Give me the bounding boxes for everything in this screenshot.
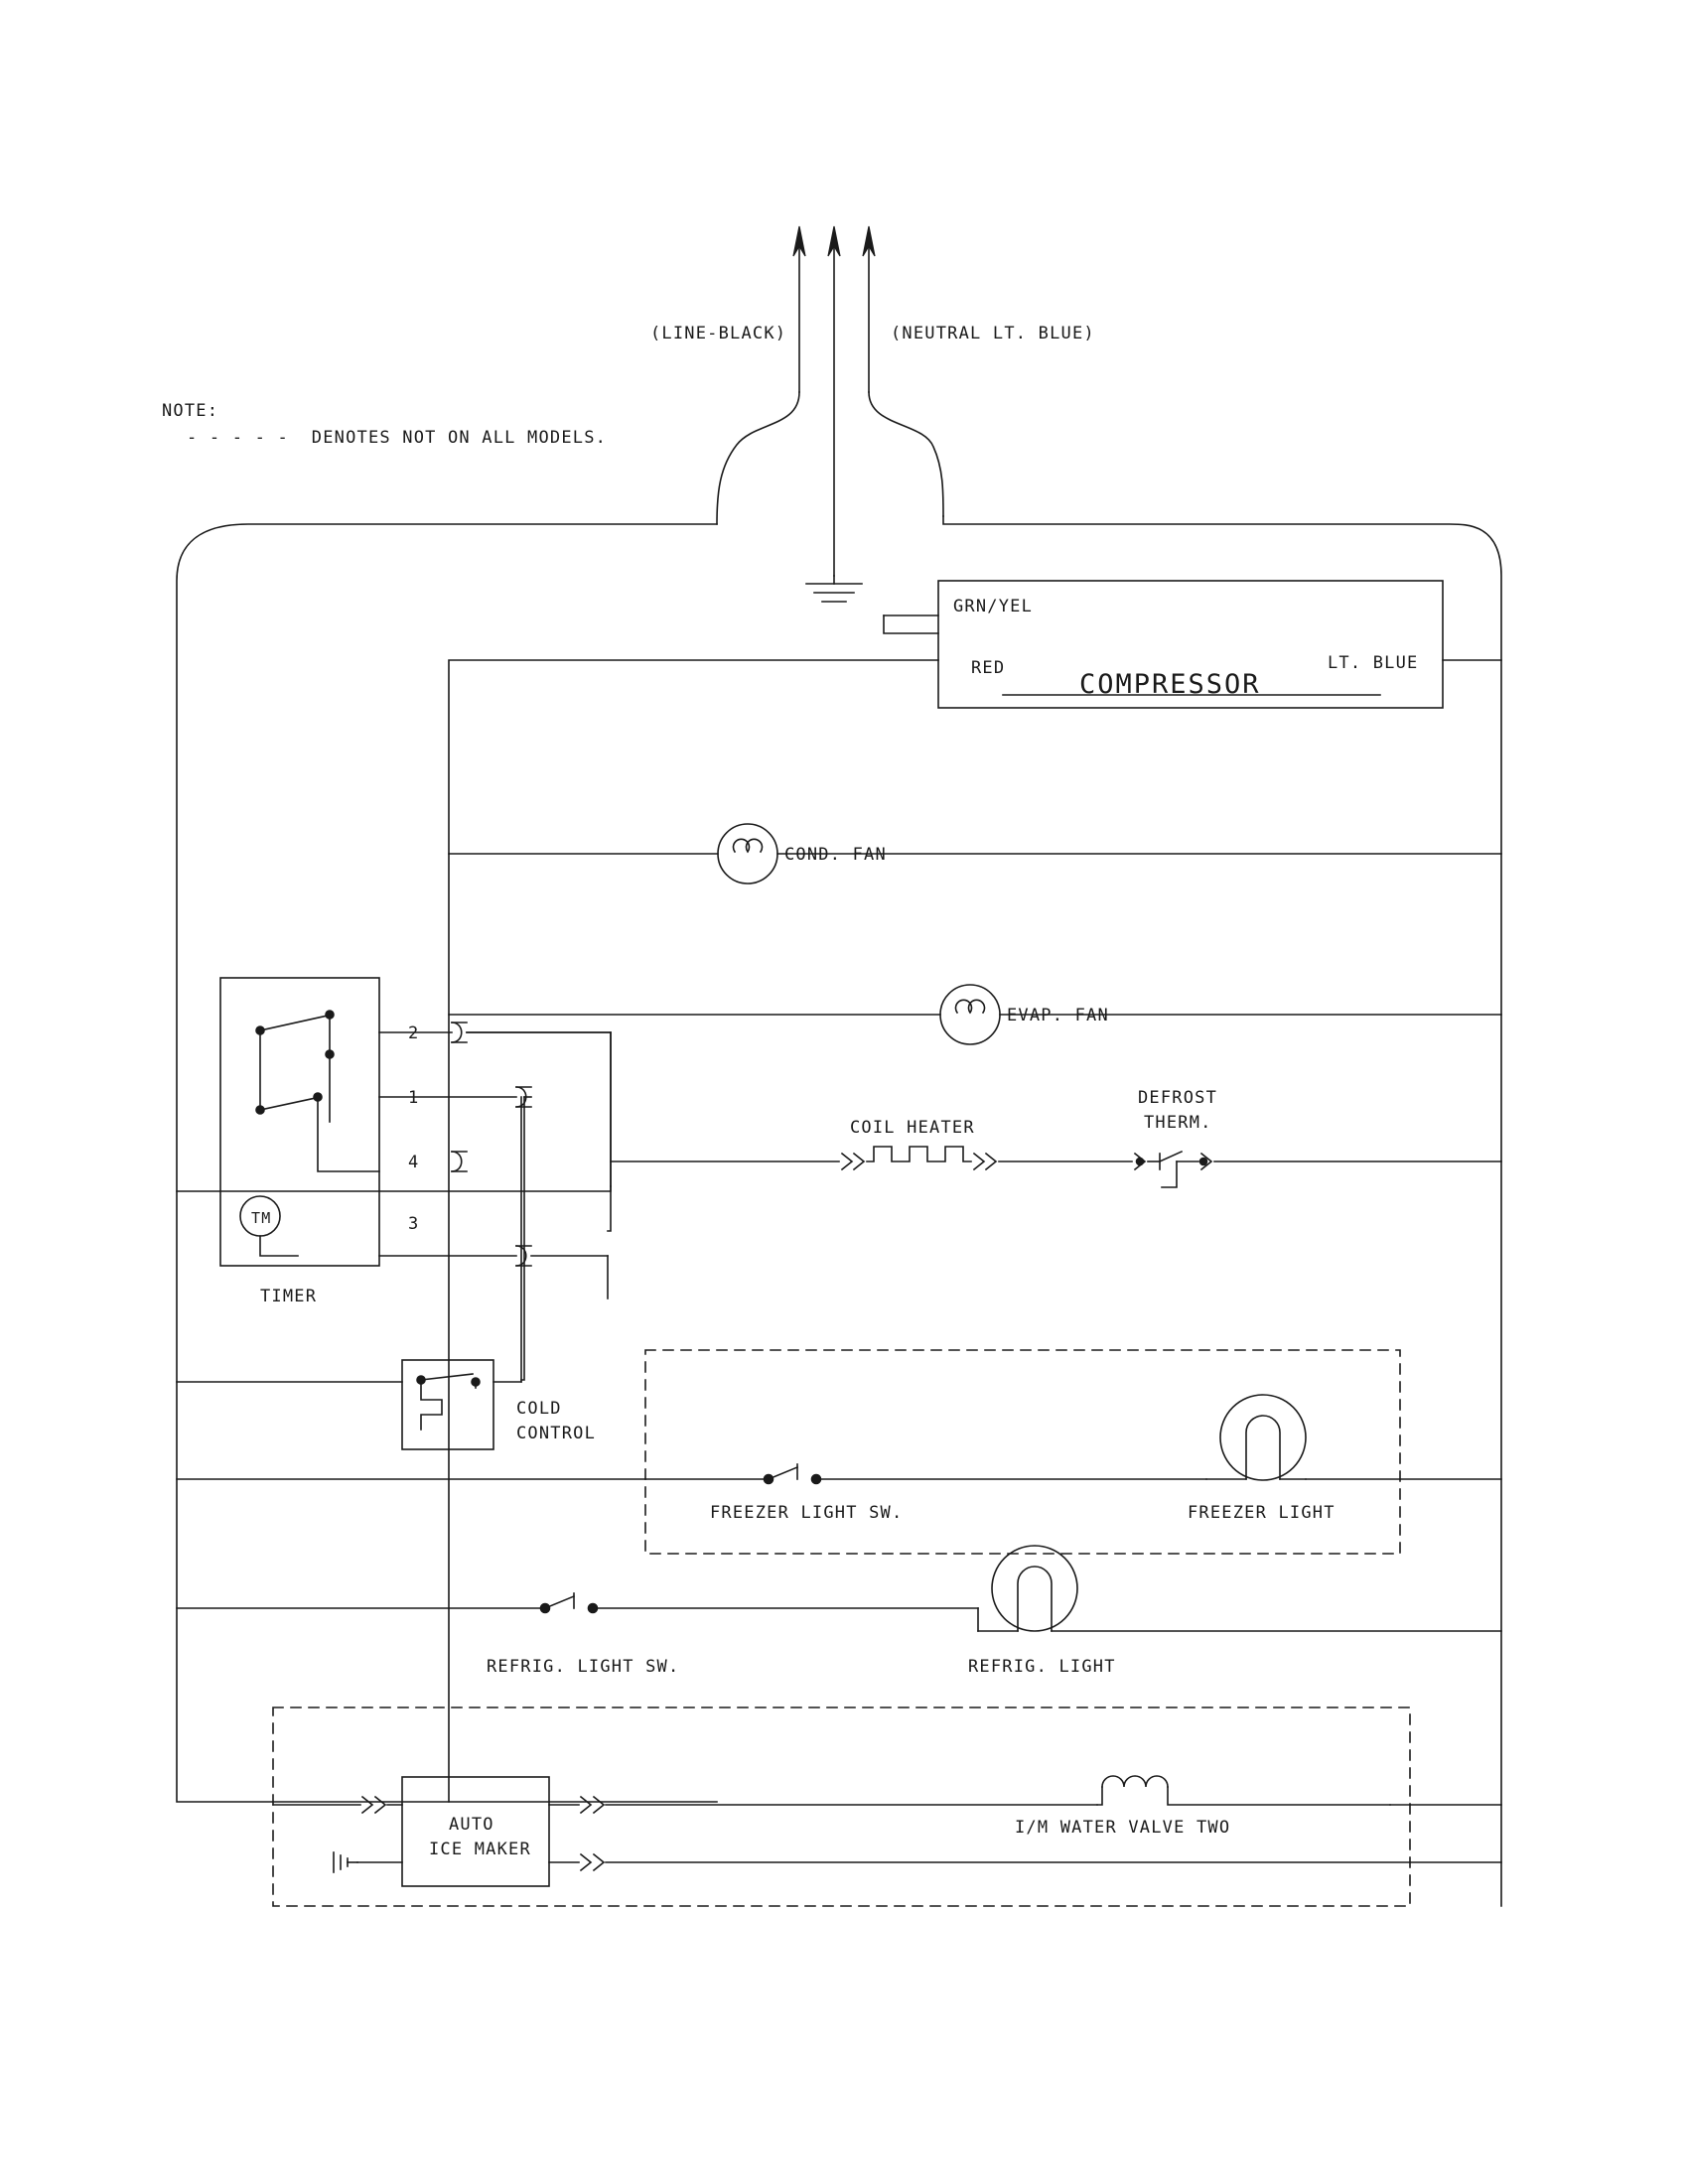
compressor-label: COMPRESSOR xyxy=(1079,669,1261,700)
timer-terminal-2: 2 xyxy=(408,1024,420,1043)
defrost-therm-label-1: DEFROST xyxy=(1138,1088,1218,1108)
timer-terminal-1: 1 xyxy=(408,1088,420,1108)
refrig-light-switch-label: REFRIG. LIGHT SW. xyxy=(487,1657,680,1677)
freezer-light-switch-label: FREEZER LIGHT SW. xyxy=(710,1503,904,1523)
freezer-light-circuit xyxy=(177,1395,1501,1484)
line-black-label: (LINE-BLACK) xyxy=(650,324,787,343)
neutral-label: (NEUTRAL LT. BLUE) xyxy=(891,324,1095,343)
cold-control-label-2: CONTROL xyxy=(516,1424,597,1443)
timer-terminal-3: 3 xyxy=(408,1214,420,1234)
timer-terminals xyxy=(452,1023,531,1266)
supply-leads xyxy=(793,226,875,576)
auto-ice-maker-label-1: AUTO xyxy=(449,1815,494,1835)
note-text: - - - - - DENOTES NOT ON ALL MODELS. xyxy=(187,428,608,448)
compressor-red-label: RED xyxy=(971,658,1006,678)
timer-label: TIMER xyxy=(260,1287,318,1306)
cond-fan-circuit xyxy=(449,824,1501,884)
ice-maker-dashed-box xyxy=(273,1707,1410,1906)
cond-fan-label: COND. FAN xyxy=(784,845,887,865)
auto-ice-maker-label-2: ICE MAKER xyxy=(429,1840,531,1859)
cold-control xyxy=(177,1097,521,1449)
coil-heater-circuit xyxy=(611,1147,1501,1187)
compressor-lt-blue-label: LT. BLUE xyxy=(1328,653,1419,673)
cold-control-label-1: COLD xyxy=(516,1399,562,1419)
coil-heater-label: COIL HEATER xyxy=(850,1118,975,1138)
timer-motor-label: TM xyxy=(251,1209,272,1227)
ground-symbol xyxy=(806,576,862,602)
note-label: NOTE: xyxy=(162,401,219,421)
evap-fan-label: EVAP. FAN xyxy=(1007,1006,1109,1025)
refrig-light-circuit xyxy=(177,1546,1501,1631)
defrost-therm-label-2: THERM. xyxy=(1144,1113,1212,1133)
freezer-light-label: FREEZER LIGHT xyxy=(1188,1503,1336,1523)
timer-terminal-4: 4 xyxy=(408,1153,420,1172)
water-valve-label: I/M WATER VALVE TWO xyxy=(1015,1818,1231,1838)
evap-fan-circuit xyxy=(449,985,1501,1044)
compressor-grn-yel-label: GRN/YEL xyxy=(953,597,1034,616)
refrig-light-label: REFRIG. LIGHT xyxy=(968,1657,1116,1677)
